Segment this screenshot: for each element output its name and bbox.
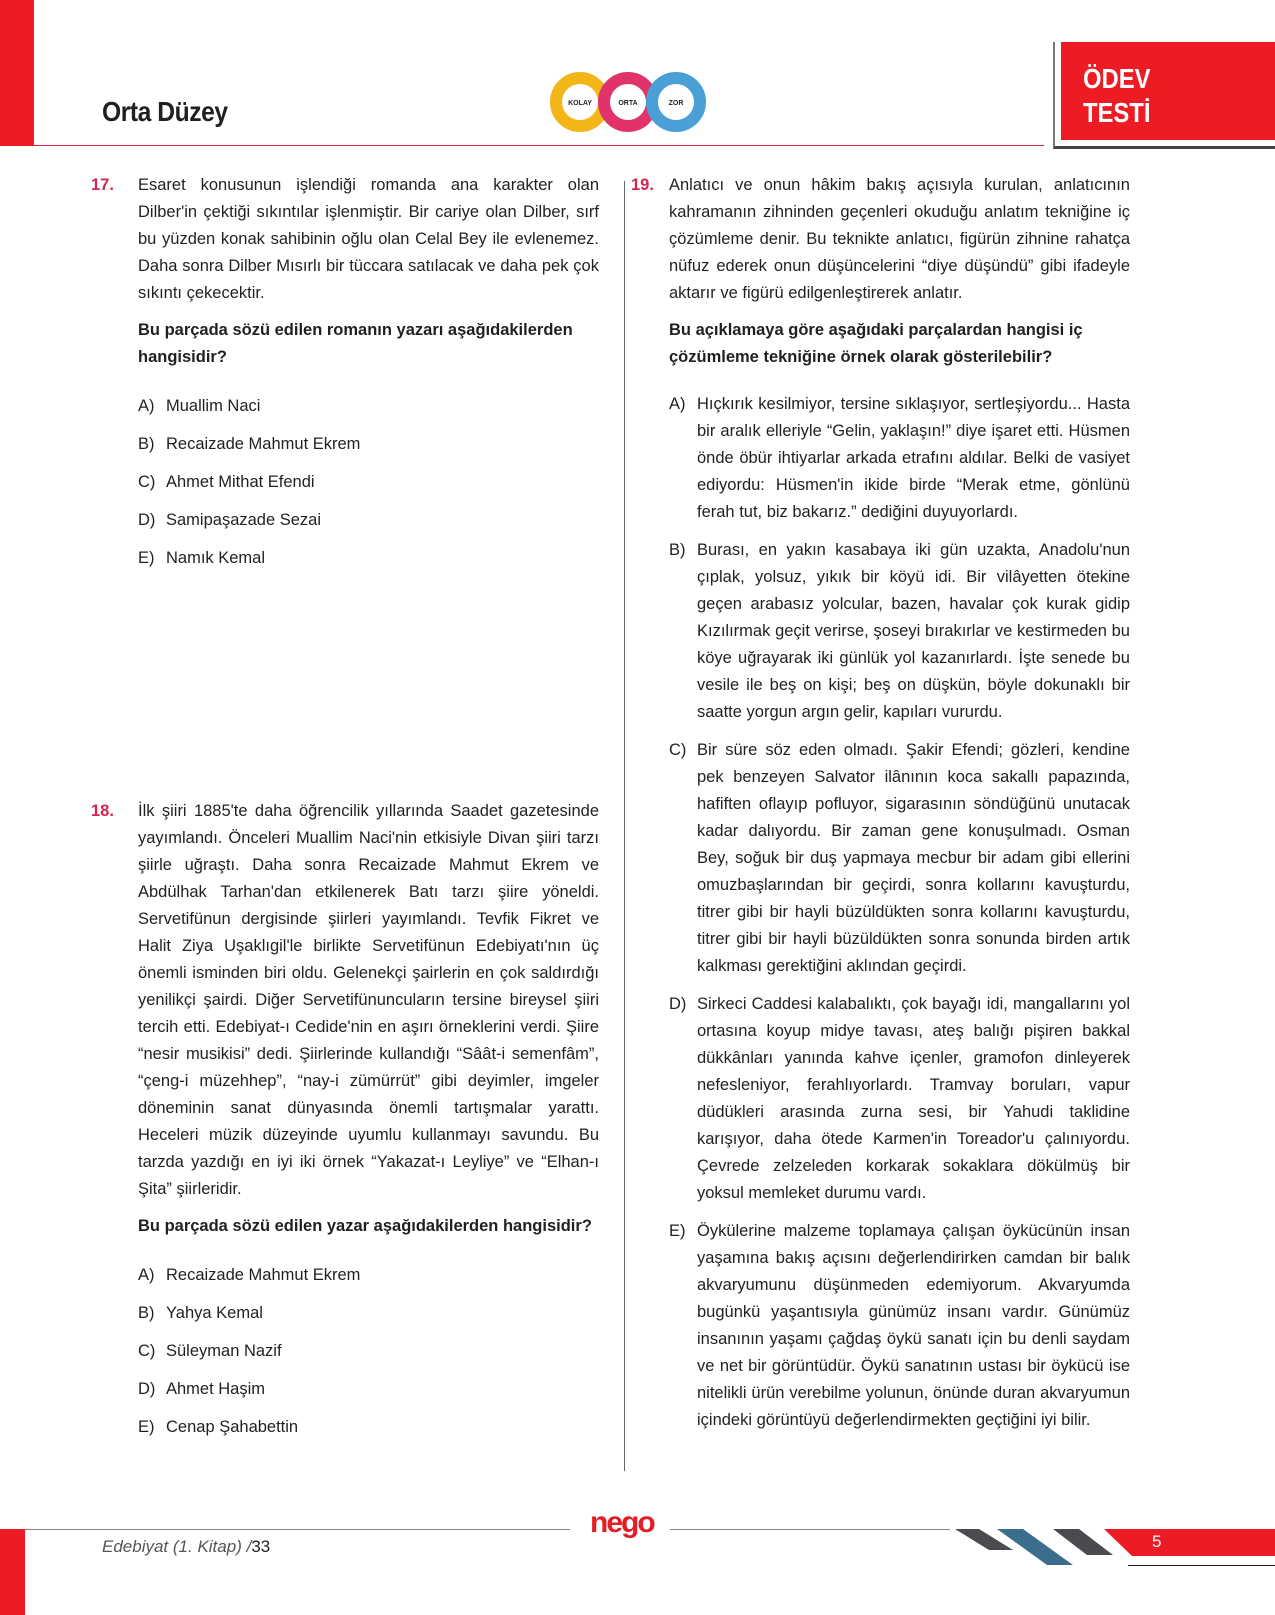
difficulty-rings-logo (548, 70, 708, 134)
ring-label-zor: ZOR (668, 100, 684, 107)
question-body: Anlatıcı ve onun hâkim bakış açısıyla kurulan, anlatıcının kahramanın zihninden geçenleri okuduğu anlatım tekniğine iç çözümleme denir. Bu teknikte anlatıcı, figürün zihnine rahatça nüfuz ederek onun düşüncelerini “diye düşündü” gibi ifadeyle aktarır ve figürü edilgenleştirerek anlatır. (669, 176, 1130, 302)
homework-test-badge (1053, 42, 1275, 149)
option-c[interactable]: C) Bir süre söz eden olmadı. Şakir Efendi; gözleri, kendine pek benzeyen Salvator ilânının koca sakallı papazında, hafiften oflayıp pofluyor, sigarasının söndüğünü unutacak kadar dalıyordu. Bir zaman gene konuşulmadı. Osman Bey, soğuk bir duş yapmaya mecbur bir adam gibi ellerini omuzbaşlarından bir geçirdi, sonra kollarını kavuşturdu, titrer gibi bir hayli büzüldükten sonra kollarını kavuşturdu, titrer gibi bir hayli büzüldükten sonra sonunda birden artık kalkması gerektiğini aklından geçirdi. (669, 741, 1130, 975)
question-body: Esaret konusunun işlendiği romanda ana karakter olan Dilber'in çektiği sıkıntılar işlenmiştir. Bir cariye olan Dilber, sırf bu yüzden konak sahibinin oğlu olan Celal Bey ile evlenemez. Daha sonra Dilber Mısırlı bir tüccara satılacak ve daha pek çok sıkıntı çekecektir. (138, 176, 599, 302)
publisher-logo: nego (590, 1506, 654, 1539)
footer-divider-left (25, 1529, 570, 1530)
badge-line-1: ÖDEV (1083, 63, 1151, 94)
page-number-badge (1104, 1529, 1275, 1556)
option-e[interactable]: E) Öykülerine malzeme toplamaya çalışan öykücünün insan yaşamına bakış açısını değerlendirirken camdan bir balık akvaryumunu düşünmeden edemiyorum. Akvaryumda bugünkü yaşantısıyla günümüz insanı vardır. Günümüz insanının yaşamı çağdaş öykü sanatı için bu denli saydam ve net bir görüntüdür. Öykü sanatının ustası bir öykücü ise nitelikli ürün verebilme yolunun, önünde duran akvaryumun içindeki görüntüyü değerlendirmekten geçtiğini iyi bilir. (669, 1222, 1130, 1429)
question-19 (622, 172, 1130, 1445)
question-stem: Bu parçada sözü edilen romanın yazarı aşağıdakilerden hangisidir? (138, 321, 573, 366)
question-stem: Bu açıklamaya göre aşağıdaki parçalardan hangisi iç çözümleme tekniğine örnek olarak gösterilebilir? (669, 321, 1083, 366)
decorative-stripes-icon (955, 1529, 1115, 1565)
level-title: Orta Düzey (102, 96, 228, 127)
book-page: 33 (251, 1537, 271, 1556)
option-c[interactable]: C) Süleyman Nazif (138, 1342, 282, 1360)
option-d[interactable]: D) Ahmet Haşim (138, 1380, 266, 1398)
ring-label-kolay: KOLAY (568, 100, 592, 107)
options-list (669, 391, 1130, 1434)
question-body: İlk şiiri 1885'te daha öğrencilik yıllarında Saadet gazetesinde yayımlandı. Önceleri Muallim Naci'nin etkisiyle Divan şiiri tarzı şiirle uğraştı. Daha sonra Recaizade Mahmut Ekrem ve Abdülhak Tarhan'dan etkilenerek Batı tarzı şiire yöneldi. Servetifünun dergisinde şiirleri yayımlandı. Tevfik Fikret ve Halit Ziya Uşaklıgil'le birlikte Servetifünun Edebiyatı'nın üç önemli isminden biri oldu. Gelenekçi şairlerin en çok saldırdığı yenilikçi şairdi. Diğer Servetifünuncuların tersine bireysel şiiri tercih etti. Edebiyat-ı Cedide'nin en aşırı örneklerini verdi. Şiire “nesir musikisi” dedi. Şiirlerinde kullandığı “Sâât-i semenfâm”, “çeng-i müzehhep”, “nay-i zümürrüt” gibi deyimler, imgeler döneminin sanat dünyasında önemli tartışmalar yarattı. Heceleri müzik düzeyinde uyumlu kullanmayı savundu. Bu tarzda yazdığı en iyi iki örnek “Yakazat-ı Leyliye” ve “Elhan-ı Şita” şiirleridir. (138, 802, 599, 1198)
page-number: 5 (1152, 1532, 1162, 1551)
question-number: 19. (631, 176, 654, 194)
option-a[interactable]: A) Hıçkırık kesilmiyor, tersine sıklaşıyor, sertleşiyordu... Hasta bir aralık elleriyle “Gelin, yaklaşın!” diye işaret etti. Hüsmen önde öbür ihtiyarlar arkada etrafını aldılar. Belki de vasiyet ediyordu: Hüsmen'in ikide birde “Merak etme, gönlünü ferah tut, biz bakarız.” dediğini duyuyorlardı. (669, 395, 1130, 521)
options-list (138, 1262, 599, 1452)
book-reference (102, 1537, 270, 1557)
option-c[interactable]: C) Ahmet Mithat Efendi (138, 473, 315, 491)
option-b[interactable]: B) Yahya Kemal (138, 1304, 263, 1322)
red-side-bar-bottom (0, 1529, 25, 1615)
option-e[interactable]: E) Namık Kemal (138, 549, 266, 567)
red-side-bar-top (0, 0, 34, 146)
question-18 (91, 798, 599, 1452)
ring-label-orta: ORTA (618, 100, 638, 107)
option-a[interactable]: A) Recaizade Mahmut Ekrem (138, 1266, 361, 1284)
header-divider (34, 145, 1044, 146)
footer-divider-right (670, 1529, 950, 1530)
options-list (138, 393, 599, 583)
option-e[interactable]: E) Cenap Şahabettin (138, 1418, 299, 1436)
badge-line-2: TESTİ (1083, 97, 1151, 128)
question-number: 18. (91, 802, 114, 820)
footer-underline (1128, 1565, 1275, 1566)
option-b[interactable]: B) Recaizade Mahmut Ekrem (138, 435, 361, 453)
option-a[interactable]: A) Muallim Naci (138, 397, 261, 415)
option-d[interactable]: D) Sirkeci Caddesi kalabalıktı, çok bayağı idi, mangallarını yol ortasına koyup midye tavası, ateş balığı pişiren bakkal dükkânları yanında kahve içenler, gramofon dinleyerek nefesleniyor, ferahlıyorlardı. Tramvay boruları, vapur düdükleri arasında zurna sesi, bir Yahudi taklidine karışıyor, daha ötede Karmen'in Toreador'u çalınıyordu. Çevrede zelzeleden korkarak sokaklara dökülmüş bir yoksul memleket durumu vardı. (669, 995, 1130, 1202)
question-stem: Bu parçada sözü edilen yazar aşağıdakilerden hangisidir? (138, 1217, 592, 1235)
option-b[interactable]: B) Burası, en yakın kasabaya iki gün uzakta, Anadolu'nun çıplak, yolsuz, yıkık bir köyü idi. Bir vilâyetten ötekine geçen arabasız yolcular, bazen, havalar çok kurak gidip Kızılırmak geçit verirse, şoseyi bırakırlar ve kestirmeden bu köye uğrayarak iki günlük yol kazanırlardı. İşte senede bu vesile ile beş on kişi; beş on düşkün, böyle dokunaklı bir saatte yorgun argın gelir, kapıları vururdu. (669, 541, 1130, 721)
question-17 (91, 172, 599, 583)
book-title: Edebiyat (1. Kitap) / (102, 1537, 252, 1556)
option-d[interactable]: D) Samipaşazade Sezai (138, 511, 322, 529)
question-number: 17. (91, 176, 114, 194)
